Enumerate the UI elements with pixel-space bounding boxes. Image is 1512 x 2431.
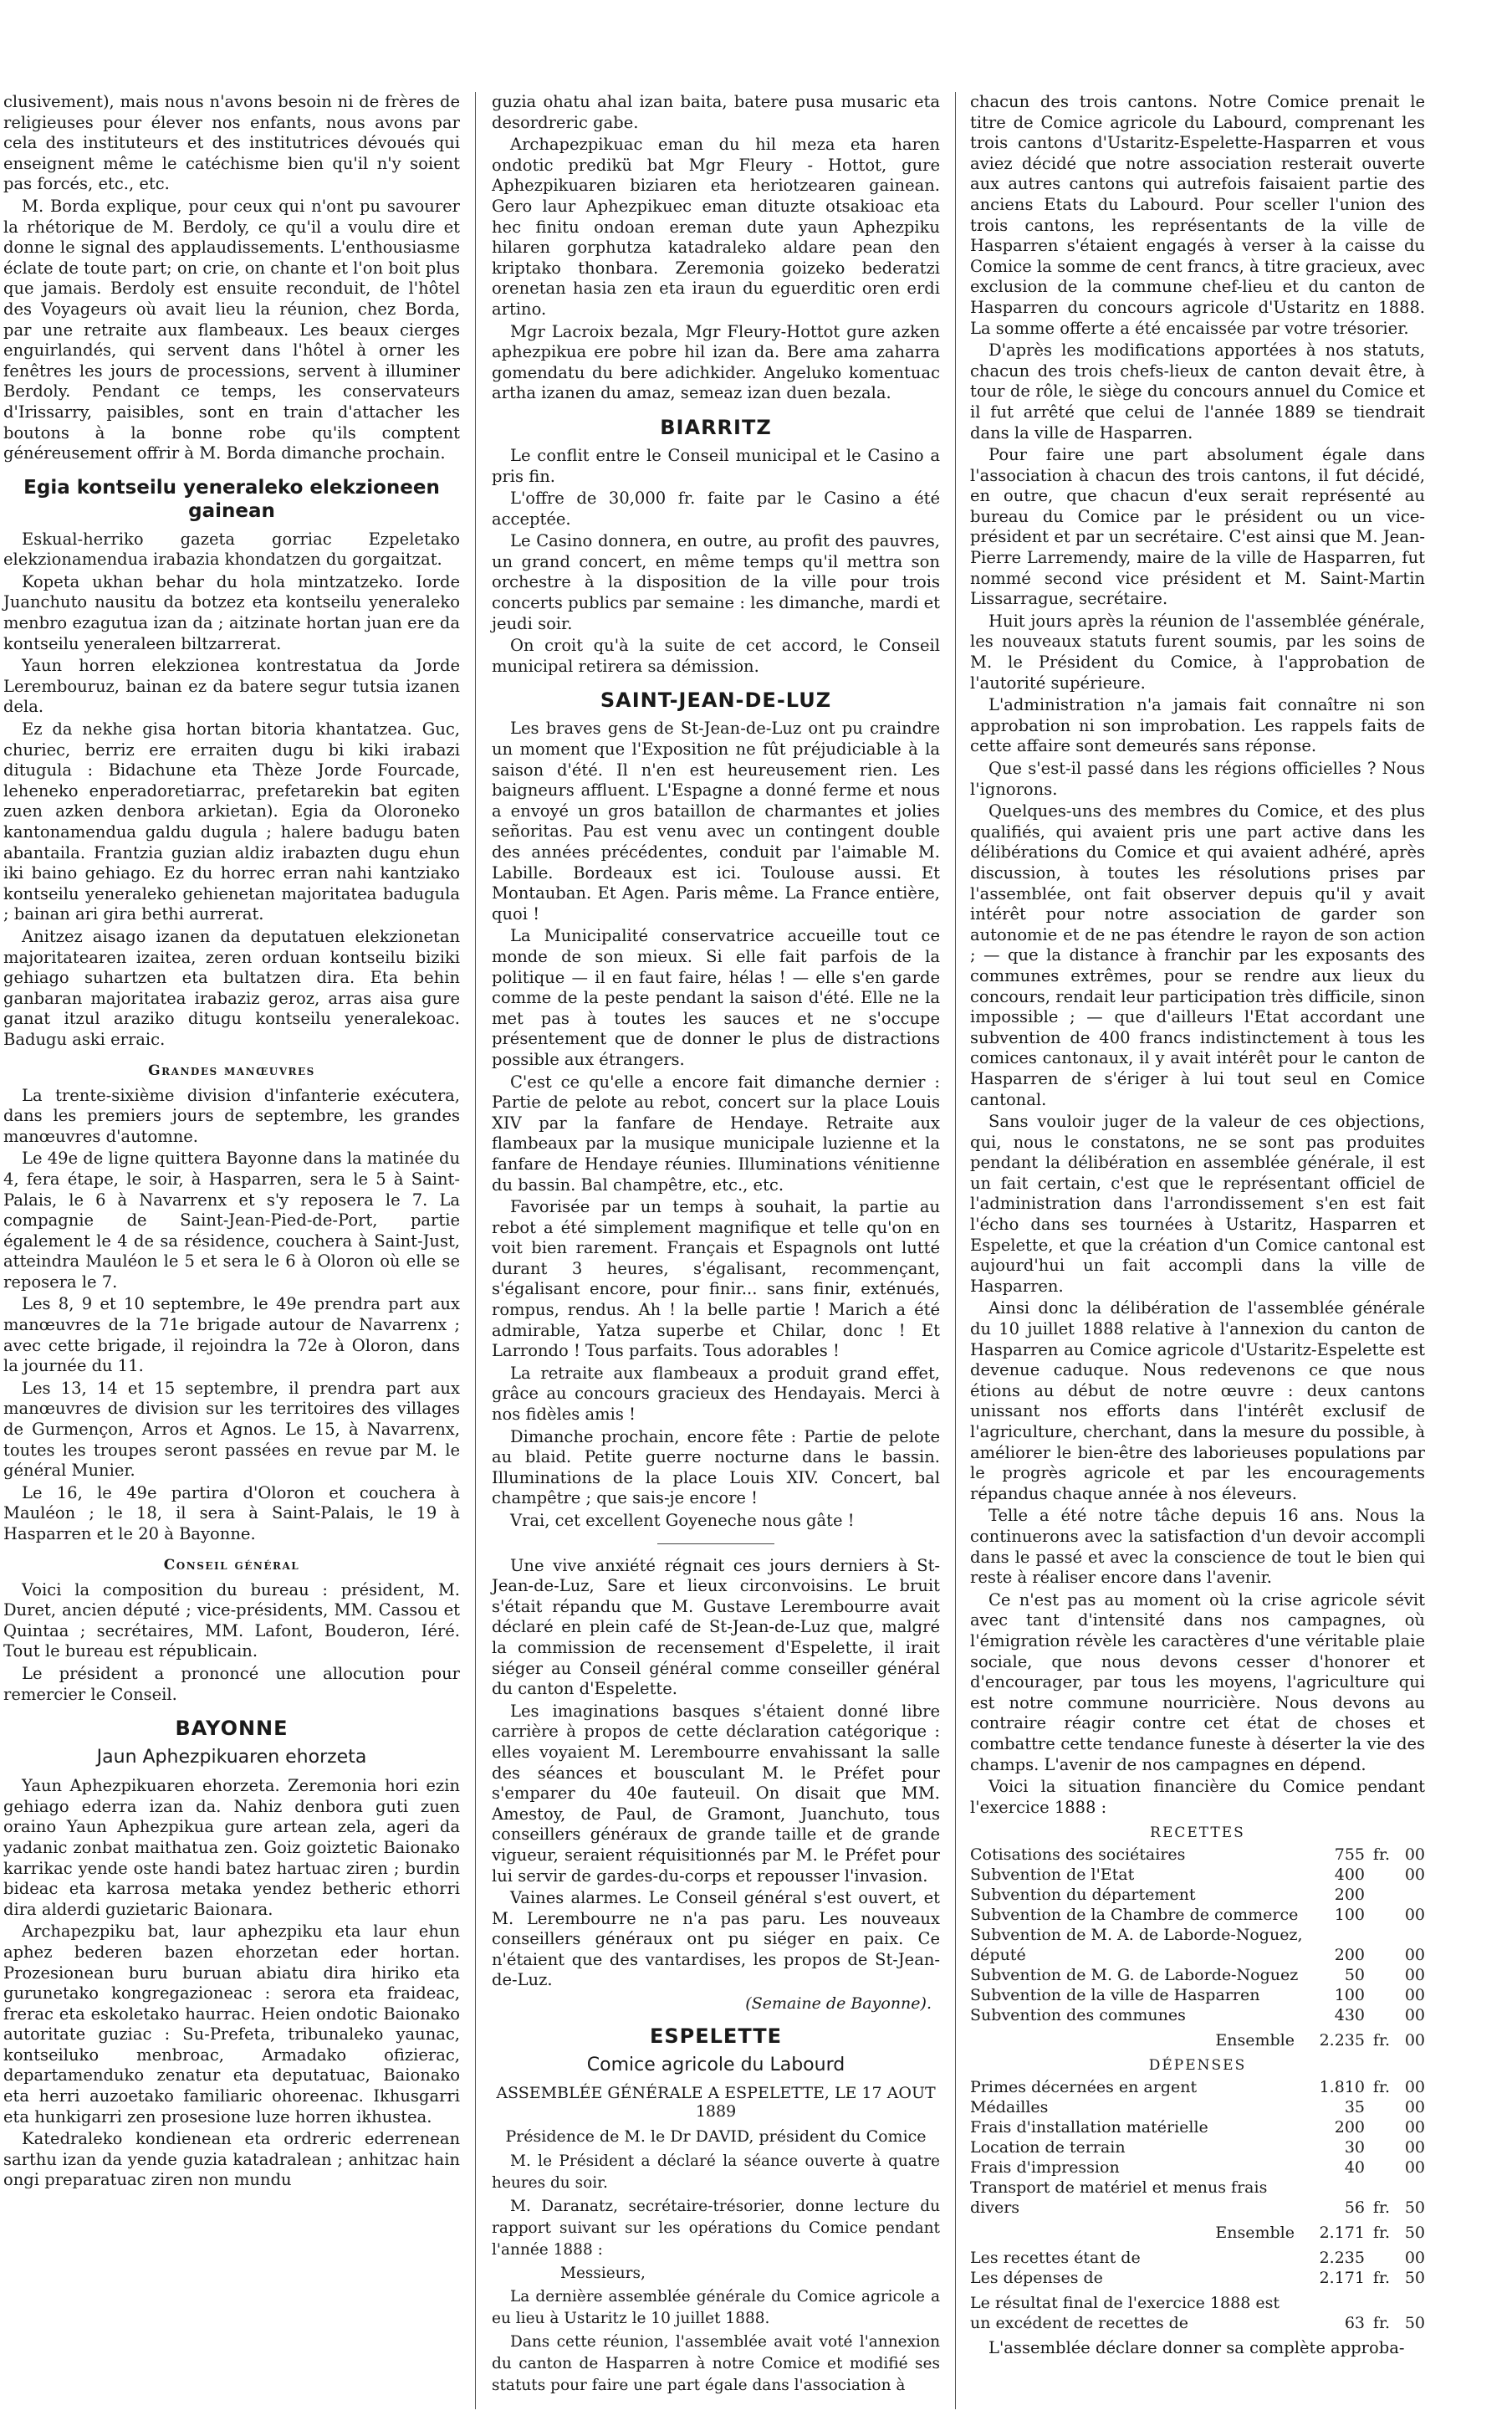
paragraph: La trente-sixième division d'infanterie exécutera, dans les premiers jours de septembre, les grandes manœuvres d'automne. — [3, 1085, 460, 1146]
row-cents: 00 — [1404, 1865, 1425, 1885]
paragraph: D'après les modifications apportées à nos statuts, chacun des trois chefs-lieux de canton devait être, à tour de rôle, le siège du concours annuel du Comice et il fut arrêté que celui de l'année 1889 se tiendrait dans la ville de Hasparren. — [970, 340, 1425, 443]
column-rule — [475, 92, 476, 2409]
row-currency: fr. — [1372, 2269, 1390, 2288]
row-label: Frais d'impression — [970, 2158, 1120, 2178]
table-row — [970, 1925, 1425, 1965]
paragraph: Le Casino donnera, en outre, au profit des pauvres, un grand concert, en même temps qu'il mettra son orchestre à la disposition de la ville pour trois concerts publics par semaine : les dimanche, mardi et jeudi soir. — [492, 531, 940, 633]
table-row — [970, 2117, 1425, 2137]
row-amount: 40 — [1344, 2158, 1365, 2178]
column-1 — [0, 92, 468, 2409]
row-amount: 100 — [1334, 1986, 1365, 2005]
row-label: Subvention de l'Etat — [970, 1865, 1135, 1885]
row-cents: 00 — [1404, 2006, 1425, 2025]
row-amount: 63 — [1344, 2314, 1365, 2333]
paragraph: Dimanche prochain, encore fête : Partie de pelote au blaid. Petite guerre nocturne dans le bassin. Illuminations de la place Louis XIV. Concert, bal champêtre ; que sais-je encore ! — [492, 1426, 940, 1508]
row-currency: fr. — [1372, 1845, 1390, 1865]
column-3 — [962, 92, 1433, 2409]
source-signature: (Semaine de Bayonne). — [745, 1994, 932, 2014]
row-amount: 2.171 — [1319, 2224, 1365, 2243]
paragraph: Les 13, 14 et 15 septembre, il prendra part aux manœuvres de division sur les territoires des villages de Gurmençon, Arros et Agnos. Le 15, à Navarrenx, toutes les troupes seront passées en revue par M. le général Munier. — [3, 1378, 460, 1481]
table-row — [970, 2137, 1425, 2157]
section-subheading: Jaun Aphezpikuaren ehorzeta — [96, 1747, 367, 1768]
paragraph: Archapezpikuac eman du hil meza eta haren ondotic predikü bat Mgr Fleury - Hottot, gure Aphezpikuaren biziaren eta heriotzearen gainean. Gero laur Aphezpikuec eman dituzte otsakioac eta hec finitu ondoan ereman dute yaun Aphezpiku hilaren gorphutza katadraleko aldare pean den kriptako thonbara. Zeremonia goizeko bederatzi orenetan hasia zen eta iraun du eguerditic oren erdi artino. — [492, 135, 940, 319]
paragraph: Vaines alarmes. Le Conseil général s'est ouvert, et M. Lerembourre ne n'a pas paru. Les nouveaux conseillers généraux ont pu siéger en paix. Ce n'étaient que des vantardises, les propos de St-Jean-de-Luz. — [492, 1888, 940, 1990]
row-currency: fr. — [1372, 2198, 1390, 2218]
row-cents: 00 — [1404, 2118, 1425, 2137]
table-row — [970, 2268, 1425, 2288]
row-label: Le résultat final de l'exercice 1888 est un excédent de recettes de — [970, 2294, 1280, 2333]
row-cents: 00 — [1404, 2031, 1425, 2050]
row-label: Médailles — [970, 2098, 1049, 2117]
row-label: Subvention de M. A. de Laborde-Noguez, député — [970, 1926, 1303, 1965]
paragraph: Ez da nekhe gisa hortan bitoria khantatzea. Guc, churiec, berriz ere erraiten dugu bi kiki irabazi ditugula : Bidachune eta Thèze Jorde Fourcade, leheneko enperadoretiarrac, prefetarekin bat egiten zuen azken denbora arkietan). Egia da Oloroneko kantonamendua galdu dugula ; halere badugu baten abantaila. Frantzia guzian aldiz irabazten dugu ehun iki baino gehiago. Ez du horrec erran nahi kantziako kontseilu yeneraleko gehienetan majoritatea badugula ; bainan ari gira bethi aurrerat. — [3, 719, 460, 924]
table-row — [970, 2248, 1425, 2268]
row-cents: 00 — [1404, 2098, 1425, 2117]
row-amount: 2.235 — [1319, 2031, 1365, 2050]
paragraph: Telle a été notre tâche depuis 16 ans. Nous la continuerons avec la satisfaction d'un devoir accompli dans le passé et avec la conscience de tout le bien qui reste à réaliser encore dans l'avenir. — [970, 1506, 1425, 1588]
table-row — [970, 2157, 1425, 2178]
row-amount: 30 — [1344, 2138, 1365, 2157]
table-row — [970, 1845, 1425, 1865]
paragraph: Le conflit entre le Conseil municipal et le Casino a pris fin. — [492, 445, 940, 486]
paragraph: Voici la situation financière du Comice pendant l'exercice 1888 : — [970, 1777, 1425, 1817]
paragraph: Mgr Lacroix bezala, Mgr Fleury-Hottot gure azken aphezpikua ere pobre hil izan da. Bere ama zaharra gomendatu du bere adichkider. Angeluko komentuac artha izanen du amaz, semeaz izan duen bezala. — [492, 321, 940, 403]
paragraph: Katedraleko kondienean eta ordreric ederrenean sarthu izan da yende guzia katadralean ; anhitzac hain ongi preparatuac ziren non mundu — [3, 2129, 460, 2190]
paragraph: L'offre de 30,000 fr. faite par le Casino a été acceptée. — [492, 489, 940, 529]
paragraph: La retraite aux flambeaux a produit grand effet, grâce au concours gracieux des Hendayais. Merci à nos fidèles amis ! — [492, 1363, 940, 1425]
paragraph: Les braves gens de St-Jean-de-Luz ont pu craindre un moment que l'Exposition ne fût préjudiciable à la saison d'été. Il n'en est heureusement rien. Les baigneurs affluent. L'Espagne a donné ferme et nous a envoyé un gros bataillon de charmantes et jolies señoritas. Pau est venu avec un contingent double des années précédentes, conduit par l'aimable M. Labille. Bordeaux est ici. Toulouse aussi. Et Montauban. Et Agen. Paris même. La France entière, quoi ! — [492, 719, 940, 924]
paragraph: Anitzez aisago izanen da deputatuen elekzionetan majoritatearen izaitea, zeren orduan kontseilu biziki gehiago suhartzen eta bultatzen dira. Eta behin ganbaran majoritatea irabaziz geroz, arras aisa gure ganat itzul araziko ditugu kontseilu yeneralekoac. Badugu aski erraic. — [3, 926, 460, 1049]
row-label: Les dépenses de — [970, 2269, 1103, 2288]
section-heading: Egia kontseilu yeneraleko elekzioneen gainean — [23, 476, 440, 522]
row-cents: 50 — [1404, 2314, 1425, 2333]
paragraph: La Municipalité conservatrice accueille tout ce monde de son mieux. Si elle fait parfois de la politique — il en faut faire, hélas ! — elle s'en garde comme de la peste pendant la saison d'été. Elle ne la met pas à toutes les sauces et ne s'occupe présentement que de donner le plus de distractions possible aux étrangers. — [492, 926, 940, 1069]
row-currency: fr. — [1372, 2031, 1390, 2050]
paragraph: L'assemblée déclare donner sa complète approba- — [988, 2338, 1405, 2358]
row-currency: fr. — [1372, 2078, 1390, 2097]
paragraph: Sans vouloir juger de la valeur de ces objections, qui, nous le constatons, ne se sont pas produites pendant la délibération en assemblée générale, il est un fait certain, c'est que le représentant officiel de l'administration dans l'arrondissement s'en est fait l'écho dans ses tournées à Ustaritz, Hasparren et Espelette, et que la création d'un Comice cantonal est aujourd'hui un fait accompli dans la ville de Hasparren. — [970, 1112, 1425, 1296]
row-amount: 200 — [1334, 1946, 1365, 1965]
paragraph: Le 49e de ligne quittera Bayonne dans la matinée du 4, fera étape, le soir, à Hasparren, sera le 5 à Saint-Palais, le 6 à Navarrenx et s'y reposera le 7. La compagnie de Saint-Jean-Pied-de-Port, partie également le 4 de sa résidence, couchera à Saint-Just, atteindra Mauléon le 5 et sera le 6 à Oloron où elle se reposera le 7. — [3, 1149, 460, 1292]
paragraph: Ainsi donc la délibération de l'assemblée générale du 10 juillet 1888 relative à l'annexion du canton de Hasparren au Comice agricole d'Ustaritz-Espelette est devenue caduque. Nous redevenons ce que nous étions au début de notre œuvre : deux cantons unissant nos efforts dans l'intérêt exclusif de l'agriculture, cherchant, dans la mesure du possible, à améliorer le bien-être des laborieuses populations par le progrès agricole et par les encouragements répandus chaque année à nos éleveurs. — [970, 1298, 1425, 1503]
row-label: Frais d'installation matérielle — [970, 2118, 1208, 2137]
table-row — [970, 2178, 1425, 2218]
row-label: Transport de matériel et menus frais divers — [970, 2178, 1268, 2218]
row-cents: 50 — [1404, 2224, 1425, 2243]
recettes-table — [970, 1845, 1425, 2050]
recettes-total-row — [970, 2030, 1425, 2050]
row-amount: 200 — [1334, 1886, 1365, 1905]
paragraph: Yaun horren elekzionea kontrestatua da Jorde Lerembouruz, bainan ez da batere segur tutsia izanen dela. — [3, 656, 460, 717]
row-label: Subvention de M. G. de Laborde-Noguez — [970, 1966, 1299, 1985]
table-row — [970, 1965, 1425, 1985]
balance-table — [970, 2248, 1425, 2333]
paragraph: L'administration n'a jamais fait connaître ni son approbation ni son improbation. Les rappels faits de cette affaire sont demeurés sans réponse. — [970, 695, 1425, 756]
section-heading: ESPELETTE — [649, 2024, 783, 2049]
result-row — [970, 2293, 1425, 2333]
row-cents: 00 — [1404, 1946, 1425, 1965]
row-cents: 00 — [1404, 2158, 1425, 2178]
section-heading: SAINT-JEAN-DE-LUZ — [600, 688, 832, 713]
row-amount: 755 — [1334, 1845, 1365, 1865]
paragraph: M. le Président a déclaré la séance ouverte à quatre heures du soir. — [492, 2152, 940, 2193]
paragraph: Ce n'est pas au moment où la crise agricole sévit avec tant d'intensité dans nos campagnes, où l'émigration révèle les caractères d'une véritable plaie sociale, que nous devons cesser d'honorer et d'encourager, par tous les moyens, l'agriculture qui est notre commune nourricière. Nous devons au contraire réagir contre cet état de choses et combattre cette tendance funeste à déserter la vie des champs. L'avenir de nos campagnes en dépend. — [970, 1589, 1425, 1774]
column-2 — [483, 92, 948, 2409]
row-cents: 50 — [1404, 2269, 1425, 2288]
row-amount: 35 — [1344, 2098, 1365, 2117]
table-row — [970, 1905, 1425, 1925]
row-amount: 430 — [1334, 2006, 1365, 2025]
row-cents: 00 — [1404, 1845, 1425, 1865]
section-heading: Grandes manœuvres — [148, 1062, 315, 1079]
paragraph: Quelques-uns des membres du Comice, et des plus qualifiés, qui avaient pris une part active dans les délibérations du Comice et qui avaient adhéré, après discussion, à toutes les résolutions prises par l'assemblée, ont fait observer depuis qu'il y avait intérêt pour notre association de garder son autonomie et de ne pas étendre le rayon de son action ; — que la distance à franchir par les exposants des communes extrêmes, pour se rendre aux lieux du concours, rendait leur participation très difficile, sinon impossible ; — que d'ailleurs l'Etat accordant une subvention de 400 francs indistinctement à tous les comices cantonaux, il y avait intérêt pour le canton de Hasparren de s'ériger à lui tout seul en Comice cantonal. — [970, 801, 1425, 1109]
paragraph: Yaun Aphezpikuaren ehorzeta. Zeremonia hori ezin gehiago ederra izan da. Nahiz denbora guti zuen oraino Yaun Aphezpikua gure artean zela, ageri da yadanic zonbat maithatua zen. Goiz goiztetic Baionako karrikac yende oste handi batez hartuac ziren ; burdin bideac eta karrosa metaka yendez betheric ethorri dira alderdi guzietaric Baionara. — [3, 1776, 460, 1919]
row-amount: 1.810 — [1319, 2078, 1365, 2097]
table-row — [970, 2097, 1425, 2117]
section-heading: BAYONNE — [175, 1717, 289, 1741]
row-amount: 400 — [1334, 1865, 1365, 1885]
row-amount: 56 — [1344, 2198, 1365, 2218]
paragraph: C'est ce qu'elle a encore fait dimanche dernier : Partie de pelote au rebot, concert sur la place Louis XIV par la fanfare de Hendaye. Retraite aux flambeaux par la musique municipale luzienne et la fanfare de Hendaye réunies. Illuminations vénitienne du bassin. Bal champêtre, etc., etc. — [492, 1072, 940, 1195]
paragraph: Pour faire une part absolument égale dans l'association à chacun des trois cantons, il fut décidé, en outre, que chacun d'eux serait représenté au bureau du Comice par le président ou un vice-président et par un secrétaire. C'est ainsi que M. Jean-Pierre Larremendy, maire de la ville de Hasparren, fut nommé second vice président et M. Saint-Martin Lissarrague, secrétaire. — [970, 445, 1425, 609]
paragraph: M. Daranatz, secrétaire-trésorier, donne lecture du rapport suivant sur les opérations du Comice pendant l'année 1888 : — [492, 2198, 940, 2260]
row-label: Subvention de la ville de Hasparren — [970, 1986, 1260, 2005]
separator — [657, 1543, 774, 1544]
paragraph: Eskual-herriko gazeta gorriac Ezpeletako elekzionamendua irabazia khondatzen du gorgaitzat. — [3, 529, 460, 570]
row-cents: 00 — [1404, 2078, 1425, 2097]
paragraph: Favorisée par un temps à souhait, la partie au rebot a été simplement magnifique et telle qu'on en voit bien rarement. Français et Espagnols ont lutté durant 3 heures, s'égalisant, recommençant, s'égalisant encore, pour finir... sans finir, exténués, rompus, rendus. Ah ! la belle partie ! Marich a été admirable, Yatza superbe et Chilar, donc ! Et Larrondo ! Tous parfaits. Tous adorables ! — [492, 1197, 940, 1361]
paragraph: Kopeta ukhan behar du hola mintzatzeko. Iorde Juanchuto nausitu da botzez eta kontseilu yeneraleko menbro ezagutua izan da ; aitzinate hortan juan ere da kontseilu yeneraleen biltzarrerat. — [3, 571, 460, 653]
paragraph: guzia ohatu ahal izan baita, batere pusa musaric eta desordreric gabe. — [492, 92, 940, 132]
recettes-title: RECETTES — [1150, 1825, 1245, 1842]
row-amount: 100 — [1334, 1906, 1365, 1925]
row-label: Location de terrain — [970, 2138, 1126, 2157]
depenses-table — [970, 2077, 1425, 2243]
table-row — [970, 2077, 1425, 2097]
row-amount: 2.235 — [1319, 2249, 1365, 2268]
row-cents: 00 — [1404, 1986, 1425, 2005]
row-currency: fr. — [1372, 2314, 1390, 2333]
paragraph: Les 8, 9 et 10 septembre, le 49e prendra part aux manœuvres de la 71e brigade autour de Navarrenx ; avec cette brigade, il rejoindra la 72e à Oloron, dans la journée du 11. — [3, 1294, 460, 1376]
paragraph: Le 16, le 49e partira d'Oloron et couchera à Mauléon ; le 18, il sera à Saint-Palais, le 19 à Hasparren et le 20 à Bayonne. — [3, 1482, 460, 1543]
row-amount: 2.171 — [1319, 2269, 1365, 2288]
assembly-report — [492, 2151, 940, 2397]
row-label: Subvention de la Chambre de commerce — [970, 1906, 1299, 1925]
paragraph: Que s'est-il passé dans les régions officielles ? Nous l'ignorons. — [970, 759, 1425, 799]
row-label: Ensemble — [1215, 2031, 1295, 2050]
row-label: Subvention du département — [970, 1886, 1196, 1905]
section-heading: BIARRITZ — [660, 415, 772, 439]
paragraph: Les imaginations basques s'étaient donné libre carrière à propos de cette déclaration catégorique : elles voyaient M. Lerembourre envahissant la salle des séances et bousculant M. le Préfet pour s'emparer du 40e fauteuil. On disait que MM. Amestoy, de Paul, de Gramont, Juanchuto, tous conseillers généraux de grande taille et de grande vigueur, seraient réquisitionnés par M. le Préfet pour lui servir de gardes-du-corps et repousser l'invasion. — [492, 1701, 940, 1886]
assembly-line: ASSEMBLÉE GÉNÉRALE A ESPELETTE, LE 17 AOUT 1889 — [496, 2084, 936, 2121]
depenses-title: DÉPENSES — [1148, 2057, 1247, 2075]
row-amount: 200 — [1334, 2118, 1365, 2137]
row-currency: fr. — [1372, 2224, 1390, 2243]
paragraph: Dans cette réunion, l'assemblée avait voté l'annexion du canton de Hasparren à notre Comice et modifié ses statuts pour faire une part égale dans l'association à — [492, 2333, 940, 2395]
paragraph: Huit jours après la réunion de l'assemblée générale, les nouveaux statuts furent soumis, par les soins de M. le Président du Comice, à l'approbation de l'autorité supérieure. — [970, 611, 1425, 693]
row-label: Primes décernées en argent — [970, 2078, 1198, 2097]
paragraph: La dernière assemblée générale du Comice agricole a eu lieu à Ustaritz le 10 juillet 1888. — [492, 2288, 940, 2328]
column-rule — [955, 92, 956, 2409]
row-cents: 00 — [1404, 2138, 1425, 2157]
table-row — [970, 1985, 1425, 2005]
paragraph: On croit qu'à la suite de cet accord, le Conseil municipal retirera sa démission. — [492, 636, 940, 676]
paragraph: clusivement), mais nous n'avons besoin ni de frères de religieuses pour élever nos enfants, nous avons par cela des instituteurs et des institutrices dévoués qui enseignent même le catéchisme bien qu'il n'y soient pas forcés, etc., etc. — [3, 92, 460, 194]
table-row — [970, 1865, 1425, 1885]
paragraph: Voici la composition du bureau : président, M. Duret, ancien député ; vice-présidents, MM. Cassou et Quintaa ; secrétaires, MM. Lafont, Bouderon, Iéré. Tout le bureau est républicain. — [3, 1579, 460, 1661]
depenses-total-row — [970, 2223, 1425, 2243]
row-label: Ensemble — [1215, 2224, 1295, 2243]
row-cents: 00 — [1404, 2249, 1425, 2268]
row-label: Cotisations des sociétaires — [970, 1845, 1186, 1865]
paragraph: Le président a prononcé une allocution pour remercier le Conseil. — [3, 1663, 460, 1704]
paragraph: Archapezpiku bat, laur aphezpiku eta laur ehun aphez bederen bazen ehorzetan eder hortan. Prozesionean buru buruan abiatu dira hiriko eta gurunetako kongregazioneac : serora eta fraideac, frerac eta eskoletako haurrac. Heien ondotic Baionako autoritate guziac : Su-Prefeta, tribunaleko yaunac, kontseiluko menbroac, Armadako ofizierac, departamenduko zenatur eta deputatuac, Baionako eta herri auzoetako familiaric ohoreenac. Ikhusgarri eta hunkigarri zen prosesione luze horren ikhustea. — [3, 1922, 460, 2126]
paragraph: chacun des trois cantons. Notre Comice prenait le titre de Comice agricole du Labourd, comprenant les trois cantons d'Ustaritz-Espelette-Hasparren et vous aviez décidé que notre association resterait ouverte aux autres cantons qui autrefois faisaient partie des anciens Etats du Labourd. Pour sceller l'union des trois cantons, les représentants de la ville de Hasparren s'étaient engagés à verser à la caisse du Comice la somme de cent francs, à titre gracieux, avec exclusion de la commune chef-lieu et du canton de Hasparren du concours agricole d'Ustaritz en 1888. La somme offerte a été encaissée par votre trésorier. — [970, 92, 1425, 338]
paragraph: M. Borda explique, pour ceux qui n'ont pu savourer la rhétorique de M. Berdoly, ce qu'il a voulu dire et donne le signal des applaudissements. L'enthousiasme éclate de toute part; on crie, on chante et l'on boit plus que jamais. Berdoly est ensuite reconduit, de l'hôtel des Voyageurs où avait lieu la réunion, chez Borda, par une retraite aux flambeaux. Les beaux cierges enguirlandés, qui servent dans l'hôtel à orner les fenêtres les jours de processions, servent à illuminer Berdoly. Pendant ce temps, les conservateurs d'Irissarry, paisibles, sont en train d'attacher les boutons à la bonne robe qu'ils comptent généreusement offrir à M. Borda dimanche prochain. — [3, 196, 460, 463]
row-amount: 50 — [1344, 1966, 1365, 1985]
paragraph: Vrai, cet excellent Goyeneche nous gâte ! — [510, 1511, 855, 1530]
row-cents: 50 — [1404, 2198, 1425, 2218]
paragraph: Une vive anxiété régnait ces jours derniers à St-Jean-de-Luz, Sare et lieux circonvoisins. Le bruit s'était répandu que M. Gustave Lerembourre avait déclaré en plein café de St-Jean-de-Luz que, malgré la commission de recensement d'Espelette, il irait siéger au Conseil général comme conseiller général du canton d'Espelette. — [492, 1555, 940, 1699]
row-cents: 00 — [1404, 1966, 1425, 1985]
salutation: Messieurs, — [560, 2265, 646, 2283]
presidence-line: Présidence de M. le Dr DAVID, président du Comice — [505, 2127, 927, 2147]
row-label: Les recettes étant de — [970, 2249, 1141, 2268]
section-heading: Conseil général — [163, 1556, 300, 1574]
table-row — [970, 2005, 1425, 2025]
row-cents: 00 — [1404, 1906, 1425, 1925]
row-label: Subvention des communes — [970, 2006, 1186, 2025]
table-row — [970, 1885, 1425, 1905]
section-subheading: Comice agricole du Labourd — [586, 2055, 845, 2076]
